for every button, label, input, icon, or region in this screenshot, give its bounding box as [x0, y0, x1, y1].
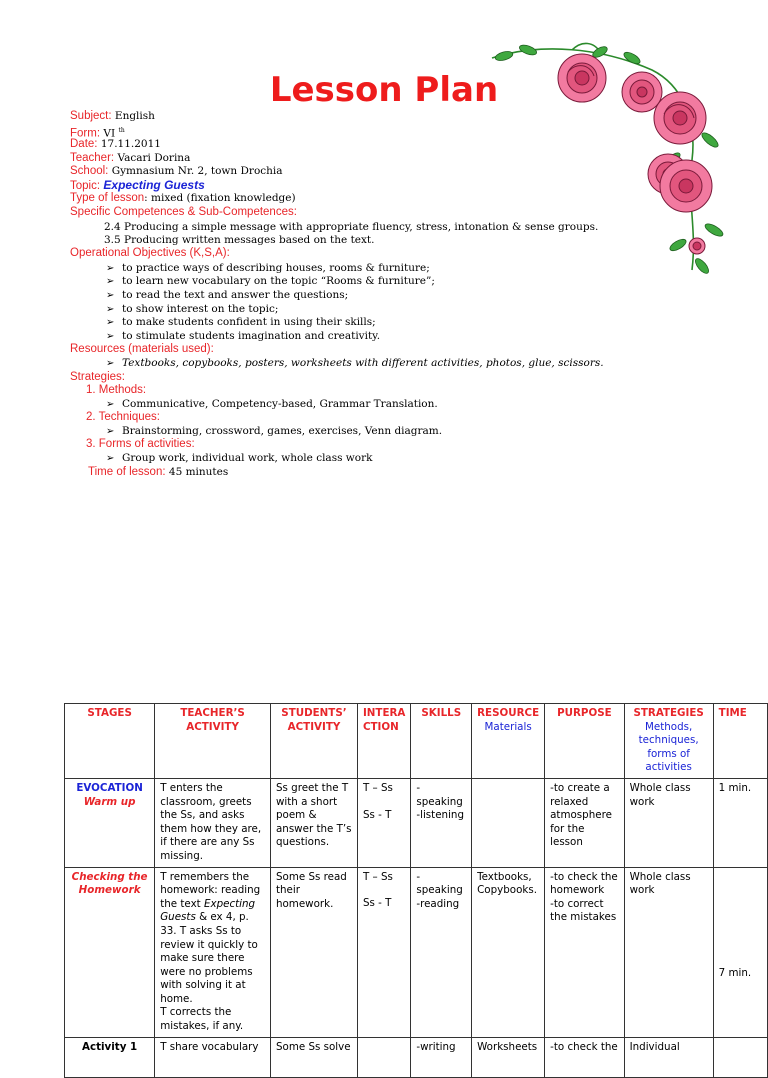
forms-item: ➢ Group work, individual work, whole class work	[106, 452, 373, 464]
stage-name: Checking the Homework	[71, 870, 148, 897]
objective-item: ➢ to practice ways of describing houses, rooms & furniture;	[106, 262, 430, 274]
header-time: TIME	[713, 704, 767, 779]
table-row	[65, 778, 768, 867]
resource: Textbooks, Copybooks.	[472, 867, 545, 1037]
strategies: Whole class work	[624, 778, 713, 867]
teacher-line: Teacher: Vacari Dorina	[70, 152, 191, 164]
forms-heading: 3. Forms of activities:	[86, 438, 195, 450]
time: 7 min.	[713, 867, 767, 1037]
header-purpose: PURPOSE	[545, 704, 624, 779]
resource: Worksheets	[472, 1037, 545, 1077]
competences-heading: Specific Competences & Sub-Competences:	[70, 206, 297, 218]
table-header-row	[65, 704, 768, 779]
methods-heading: 1. Methods:	[86, 384, 147, 396]
strategies: Individual	[624, 1037, 713, 1077]
time	[713, 1037, 767, 1077]
strategies: Whole class work	[624, 867, 713, 1037]
students-activity: Some Ss solve	[270, 1037, 357, 1077]
topic-line: Topic: Expecting Guests	[70, 178, 205, 192]
header-stages: STAGES	[65, 704, 155, 779]
techniques-heading: 2. Techniques:	[86, 411, 160, 423]
teacher-activity: T enters the classroom, greets the Ss, and asks them how they are, if there are any Ss missing.	[155, 778, 271, 867]
purpose: -to create a relaxed atmosphere for the lesson	[545, 778, 624, 867]
page-title: Lesson Plan	[269, 70, 499, 110]
objectives-heading: Operational Objectives (K,S,A):	[70, 247, 230, 259]
date-line: Date: 17.11.2011	[70, 138, 161, 150]
table-row	[65, 867, 768, 1037]
header-strategies: STRATEGIES Methods, techniques, forms of activities	[624, 704, 713, 779]
subject-line: Subject: English	[70, 110, 155, 122]
skills: -speaking -reading	[411, 867, 472, 1037]
objective-item: ➢ to learn new vocabulary on the topic “Rooms & furniture”;	[106, 275, 435, 287]
roses-decoration	[482, 40, 768, 290]
header-teacher-activity: TEACHER’S ACTIVITY	[155, 704, 271, 779]
interaction: T – Ss Ss - T	[357, 867, 410, 1037]
lesson-type-line: Type of lesson: mixed (fixation knowledge)	[70, 192, 296, 204]
techniques-item: ➢ Brainstorming, crossword, games, exercises, Venn diagram.	[106, 425, 443, 437]
purpose: -to check the homework -to correct the mistakes	[545, 867, 624, 1037]
time: 1 min.	[713, 778, 767, 867]
interaction: T – Ss Ss - T	[357, 778, 410, 867]
lesson-plan-table	[64, 703, 768, 1078]
teacher-activity: T remembers the homework: reading the text Expecting Guests & ex 4, p. 33. T asks Ss to review it quickly to make sure there were no problems with solving it at home. T corrects the mistakes, if any.	[155, 867, 271, 1037]
header-skills: SKILLS	[411, 704, 472, 779]
resources-item: ➢ Textbooks, copybooks, posters, worksheets with different activities, photos, glue, scissors.	[106, 357, 604, 369]
header-interaction: INTERA CTION	[357, 704, 410, 779]
purpose: -to check the	[545, 1037, 624, 1077]
stage-name: Activity 1	[82, 1040, 138, 1053]
objective-item: ➢ to read the text and answer the questions;	[106, 289, 349, 301]
students-activity: Some Ss read their homework.	[270, 867, 357, 1037]
objective-item: ➢ to stimulate students imagination and creativity.	[106, 330, 381, 342]
header-resource: RESOURCE Materials	[472, 704, 545, 779]
school-line: School: Gymnasium Nr. 2, town Drochia	[70, 165, 283, 177]
competence-item: 3.5 Producing written messages based on the text.	[104, 234, 375, 246]
stage-subtitle: Warm up	[83, 795, 136, 808]
interaction	[357, 1037, 410, 1077]
students-activity: Ss greet the T with a short poem & answer the T’s questions.	[270, 778, 357, 867]
teacher-activity: T share vocabulary	[155, 1037, 271, 1077]
strategies-heading: Strategies:	[70, 371, 125, 383]
header-students-activity: STUDENTS’ ACTIVITY	[270, 704, 357, 779]
competence-item: 2.4 Producing a simple message with appropriate fluency, stress, intonation & sense groups.	[104, 221, 599, 233]
objective-item: ➢ to show interest on the topic;	[106, 303, 279, 315]
time-line: Time of lesson: 45 minutes	[88, 466, 229, 478]
objective-item: ➢ to make students confident in using their skills;	[106, 316, 376, 328]
methods-item: ➢ Communicative, Competency-based, Grammar Translation.	[106, 398, 438, 410]
skills: -speaking -listening	[411, 778, 472, 867]
table-row	[65, 1037, 768, 1077]
stage-name: EVOCATION	[76, 781, 143, 794]
resource	[472, 778, 545, 867]
resources-heading: Resources (materials used):	[70, 343, 214, 355]
form-line: Form: VI $^{th}$	[70, 127, 125, 140]
skills: -writing	[411, 1037, 472, 1077]
